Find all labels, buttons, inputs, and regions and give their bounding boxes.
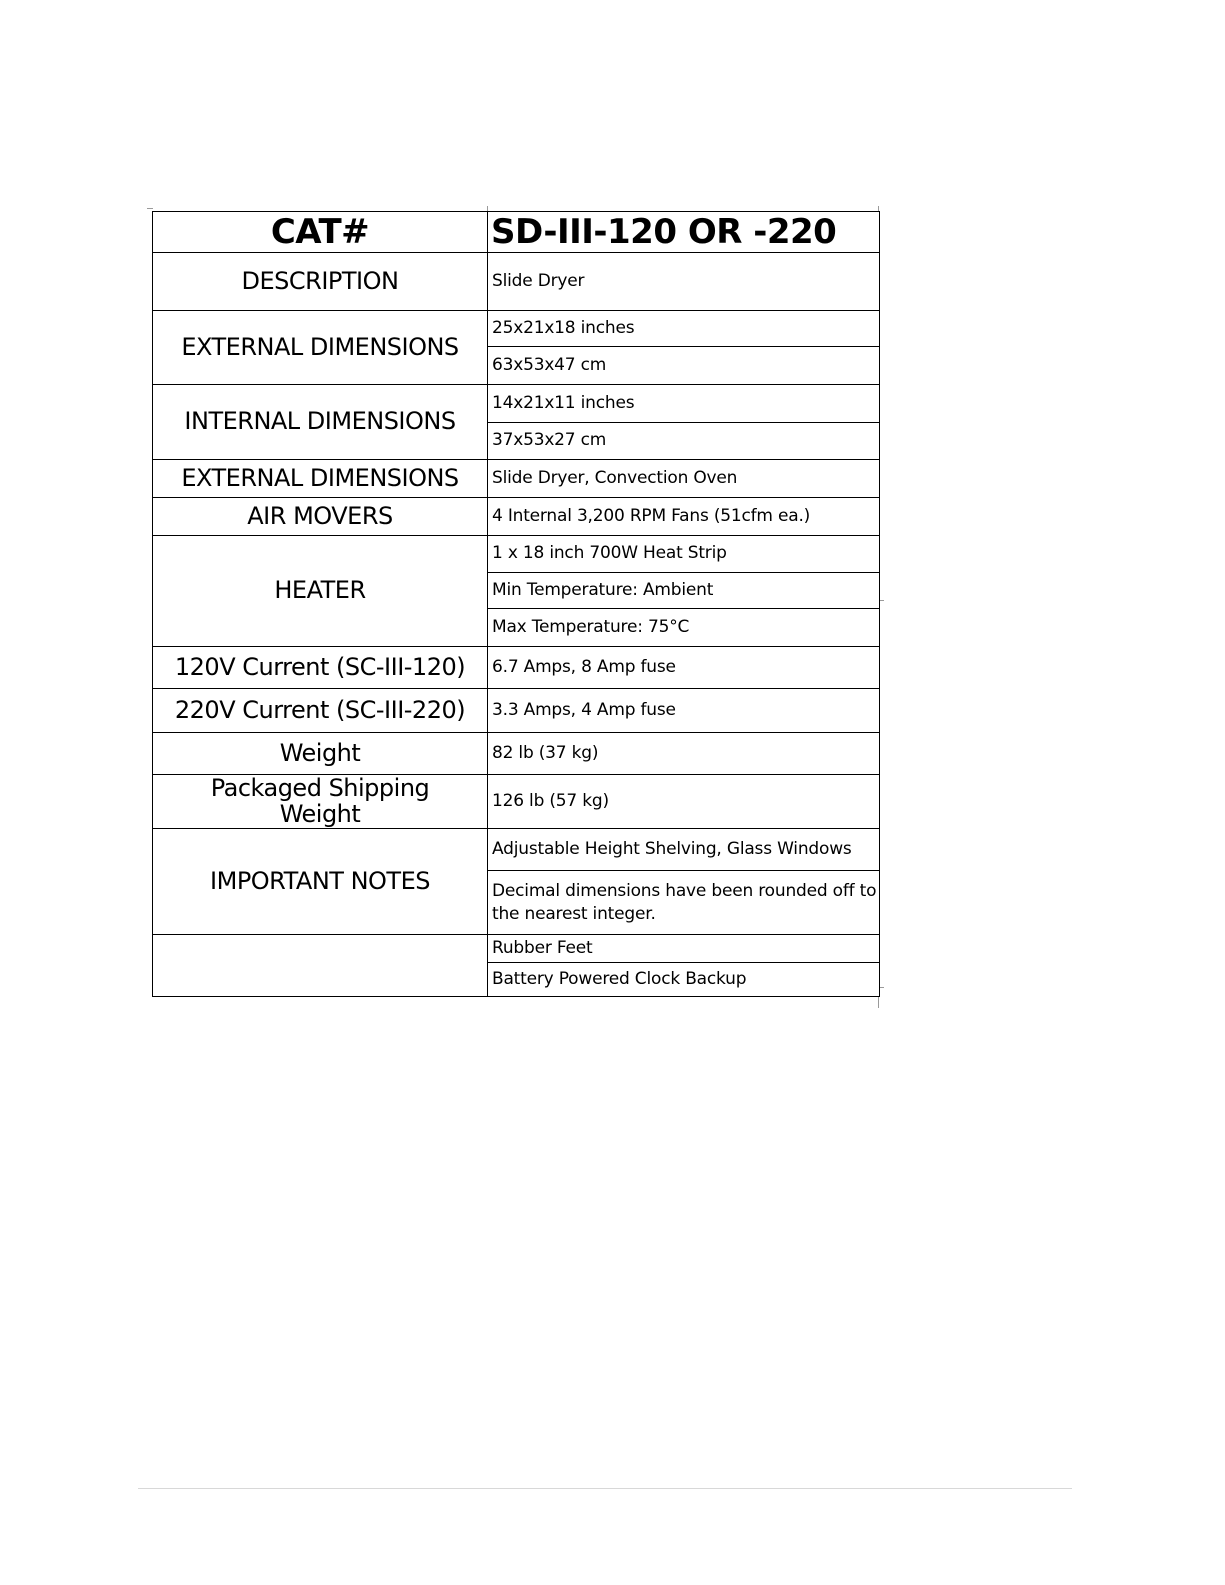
table-row — [153, 460, 880, 498]
table-header-row — [153, 212, 880, 253]
row-value: 126 lb (57 kg) — [488, 775, 880, 829]
row-label-important-notes: IMPORTANT NOTES — [153, 829, 488, 935]
row-value: Decimal dimensions have been rounded off to the nearest integer. — [488, 871, 880, 935]
row-value: 25x21x18 inches — [488, 311, 880, 347]
row-label-weight: Weight — [153, 733, 488, 775]
corner-tick-top-left — [147, 208, 153, 209]
table-row — [153, 733, 880, 775]
table-row — [153, 775, 880, 829]
footer-divider — [138, 1488, 1072, 1489]
table-row — [153, 935, 880, 963]
row-value: Adjustable Height Shelving, Glass Windows — [488, 829, 880, 871]
table-row — [153, 829, 880, 871]
row-value: Rubber Feet — [488, 935, 880, 963]
table-row — [153, 311, 880, 347]
row-value: 3.3 Amps, 4 Amp fuse — [488, 689, 880, 733]
row-value: 37x53x27 cm — [488, 423, 880, 460]
row-label-220v-current: 220V Current (SC-III-220) — [153, 689, 488, 733]
table-row — [153, 253, 880, 311]
row-label-empty — [153, 935, 488, 997]
row-label-internal-dimensions: INTERNAL DIMENSIONS — [153, 385, 488, 460]
row-value: 14x21x11 inches — [488, 385, 880, 423]
cat-number-value: SD-III-120 OR -220 — [488, 212, 880, 253]
row-label-packaged-shipping-weight: Packaged Shipping Weight — [153, 775, 488, 829]
table-row — [153, 689, 880, 733]
row-label-external-dimensions-2: EXTERNAL DIMENSIONS — [153, 460, 488, 498]
row-value: 63x53x47 cm — [488, 347, 880, 385]
table-row — [153, 385, 880, 423]
table-row — [153, 647, 880, 689]
row-label-heater: HEATER — [153, 536, 488, 647]
row-value: Slide Dryer, Convection Oven — [488, 460, 880, 498]
row-label-120v-current: 120V Current (SC-III-120) — [153, 647, 488, 689]
cat-number-label: CAT# — [153, 212, 488, 253]
table-row — [153, 536, 880, 573]
row-value: 4 Internal 3,200 RPM Fans (51cfm ea.) — [488, 498, 880, 536]
row-label-external-dimensions: EXTERNAL DIMENSIONS — [153, 311, 488, 385]
row-value: Slide Dryer — [488, 253, 880, 311]
corner-tick-bottom-right — [878, 996, 879, 1008]
row-label-air-movers: AIR MOVERS — [153, 498, 488, 536]
row-value: Battery Powered Clock Backup — [488, 963, 880, 997]
row-value: 82 lb (37 kg) — [488, 733, 880, 775]
table-row — [153, 498, 880, 536]
row-label-description: DESCRIPTION — [153, 253, 488, 311]
row-value: Min Temperature: Ambient — [488, 573, 880, 609]
row-value: Max Temperature: 75°C — [488, 609, 880, 647]
specifications-table — [152, 211, 880, 997]
row-value: 1 x 18 inch 700W Heat Strip — [488, 536, 880, 573]
row-value: 6.7 Amps, 8 Amp fuse — [488, 647, 880, 689]
